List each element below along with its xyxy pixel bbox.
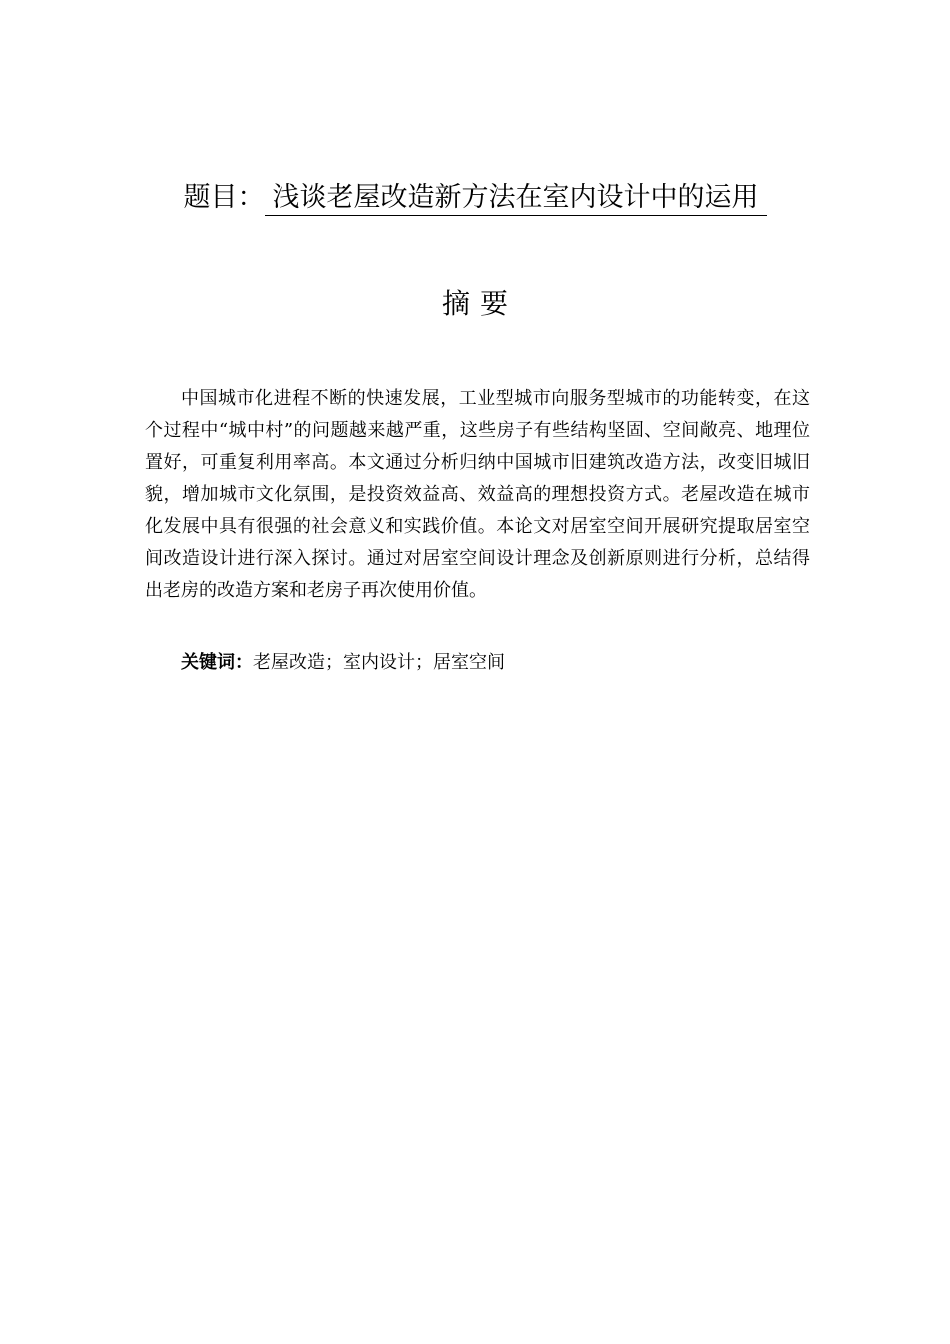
title-label: 题目：	[183, 182, 265, 213]
abstract-body: 中国城市化进程不断的快速发展，工业型城市向服务型城市的功能转变，在这个过程中“城中村”的问题越来越严重，这些房子有些结构坚固、空间敞亮、地理位置好，可重复利用率高。本文通过分析归纳中国城市旧建筑改造方法，改变旧城旧貌，增加城市文化氛围，是投资效益高、效益高的理想投资方式。老屋改造在城市化发展中具有很强的社会意义和实践价值。本论文对居室空间开展研究提取居室空间改造设计进行深入探讨。通过对居室空间设计理念及创新原则进行分析，总结得出老房的改造方案和老房子再次使用价值。	[145, 388, 810, 601]
abstract-heading: 摘要	[441, 287, 518, 320]
title-text: 浅谈老屋改造新方法在室内设计中的运用	[265, 181, 767, 216]
keywords-label: 关键词：	[181, 652, 253, 673]
keywords-value: 老屋改造；室内设计；居室空间	[253, 652, 505, 673]
thesis-title	[0, 178, 950, 218]
keywords-line	[181, 649, 505, 677]
